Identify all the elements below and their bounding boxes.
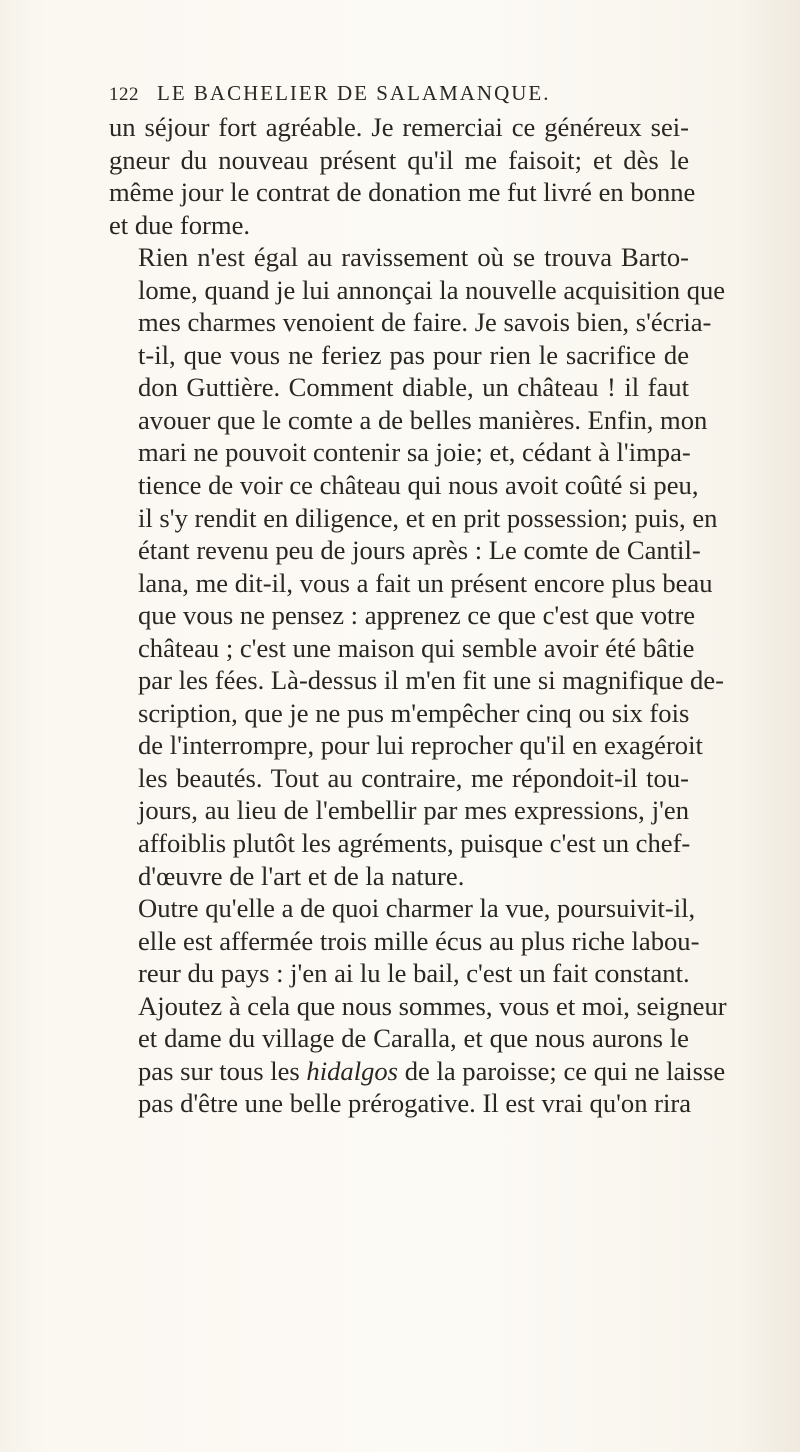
text-line: les beautés. Tout au contraire, me répondoit-il tou-: [138, 762, 689, 793]
page-header: [109, 76, 669, 110]
paragraph-3: [109, 892, 727, 1120]
italic-word: hidalgos: [306, 1055, 399, 1086]
text-line: lana, me dit-il, vous a fait un présent encore plus beau: [138, 567, 713, 598]
text-line: scription, que je ne pus m'empêcher cinq ou six fois: [138, 697, 690, 728]
text-line: jours, au lieu de l'embellir par mes expressions, j'en: [138, 795, 689, 826]
text-line: avouer que le comte a de belles manières. Enfin, mon: [138, 404, 708, 435]
text-line: de l'interrompre, pour lui reprocher qu'il en exagéroit: [138, 730, 703, 761]
paragraph-2: [109, 241, 726, 892]
text-line: tience de voir ce château qui nous avoit coûté si peu,: [138, 470, 699, 501]
body-text: [109, 111, 727, 1120]
text-line: affoiblis plutôt les agréments, puisque c'est un chef-: [138, 828, 691, 859]
text-line: Outre qu'elle a de quoi charmer la vue, poursuivit-il,: [138, 893, 696, 924]
text-line: et dame du village de Caralla, et que nous aurons le: [138, 1023, 689, 1054]
paragraph-1: [109, 111, 696, 241]
text-line: Ajoutez à cela que nous sommes, vous et moi, seigneur: [138, 990, 727, 1021]
text-line: que vous ne pensez : apprenez ce que c'est que votre: [138, 600, 696, 631]
text-line: pas d'être une belle prérogative. Il est vrai qu'on rira: [138, 1088, 692, 1119]
text-line: t-il, que vous ne feriez pas pour rien le sacrifice de: [138, 339, 689, 370]
text-line: mari ne pouvoit contenir sa joie; et, cédant à l'impa-: [138, 437, 691, 468]
text-line: château ; c'est une maison qui semble avoir été bâtie: [138, 632, 695, 663]
text-line: gneur du nouveau présent qu'il me faisoit; et dès le: [109, 144, 689, 175]
text-fragment: pas sur tous les: [138, 1055, 307, 1086]
text-line: il s'y rendit en diligence, et en prit possession; puis, en: [138, 502, 718, 533]
text-line: et due forme.: [109, 209, 251, 240]
text-line: d'œuvre de l'art et de la nature.: [138, 860, 465, 891]
text-line: mes charmes venoient de faire. Je savois bien, s'écria-: [138, 307, 712, 338]
text-line: elle est affermée trois mille écus au plus riche labou-: [138, 925, 700, 956]
text-line-with-italic: [109, 1055, 726, 1088]
text-line: étant revenu peu de jours après : Le comte de Cantil-: [138, 535, 701, 566]
text-line: par les fées. Là-dessus il m'en fit une si magnifique de-: [138, 665, 724, 696]
text-line: reur du pays : j'en ai lu le bail, c'est un fait constant.: [138, 958, 690, 989]
text-line: lome, quand je lui annonçai la nouvelle acquisition que: [138, 274, 726, 305]
text-fragment: de la paroisse; ce qui ne laisse: [398, 1055, 726, 1086]
page-number: 122: [109, 84, 139, 105]
text-line: don Guttière. Comment diable, un château ! il faut: [138, 372, 689, 403]
text-line: Rien n'est égal au ravissement où se trouva Barto-: [138, 242, 689, 273]
text-line: un séjour fort agréable. Je remerciai ce généreux sei-: [109, 112, 689, 142]
text-line: même jour le contrat de donation me fut livré en bonne: [109, 177, 696, 208]
running-title: LE BACHELIER DE SALAMANQUE.: [157, 81, 551, 105]
